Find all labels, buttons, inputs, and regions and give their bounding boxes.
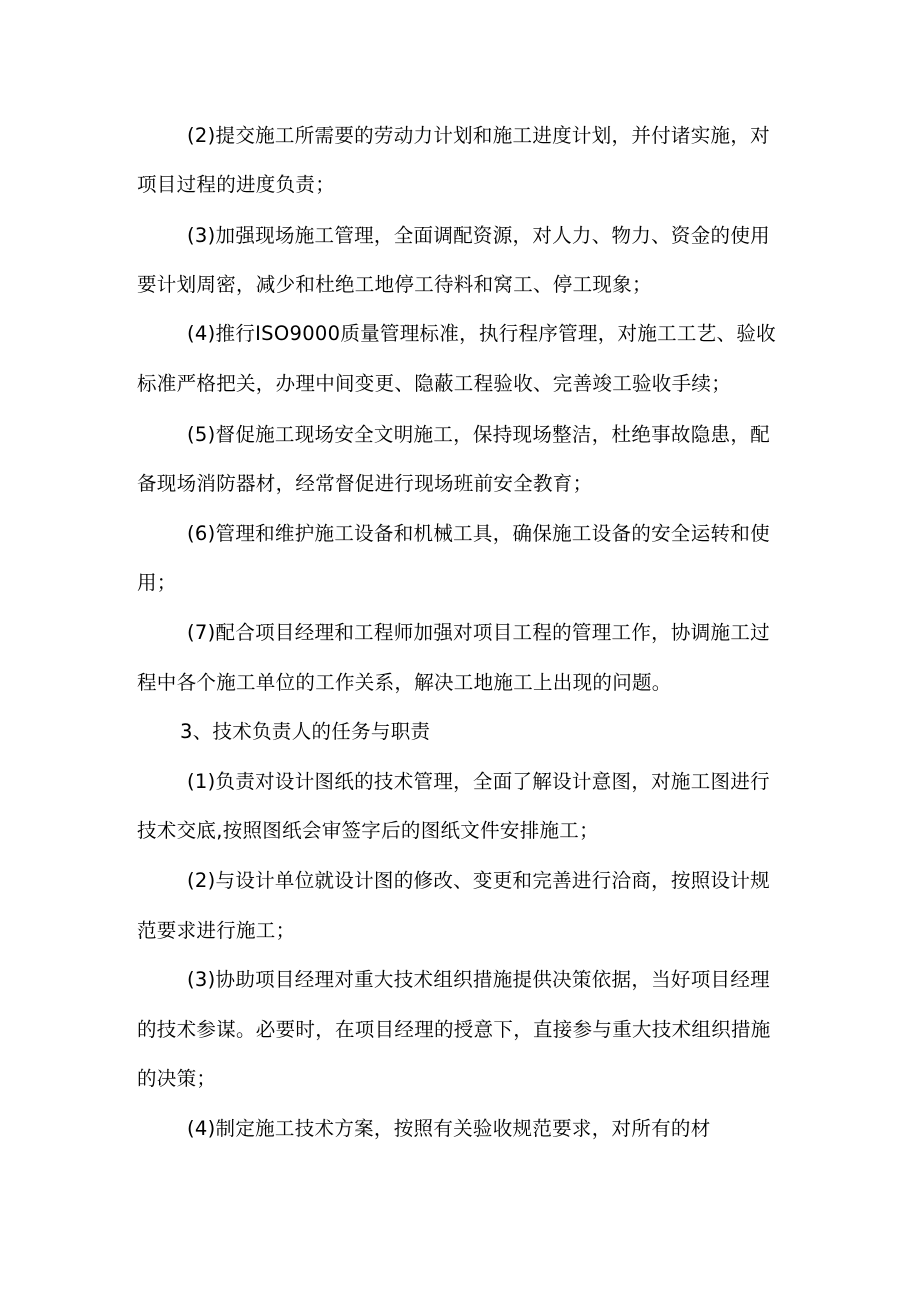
paragraph-6-line-1: (6)管理和维护施工设备和机械工具，确保施工设备的安全运转和使	[187, 522, 770, 545]
section-paragraph-1-line-1: (1)负责对设计图纸的技术管理，全面了解设计意图，对施工图进行	[187, 770, 770, 793]
section-paragraph-3-line-2: 的技术参谋。必要时，在项目经理的授意下，直接参与重大技术组织措施	[137, 1018, 771, 1041]
section-paragraph-3-line-1: (3)协助项目经理对重大技术组织措施提供决策依据，当好项目经理	[187, 968, 770, 991]
paragraph-2-line-1: (2)提交施工所需要的劳动力计划和施工进度计划，并付诸实施，对	[187, 124, 770, 147]
section-paragraph-1-line-2: 技术交底,按照图纸会审签字后的图纸文件安排施工；	[137, 819, 599, 842]
section-paragraph-2-line-1: (2)与设计单位就设计图的修改、变更和完善进行洽商，按照设计规	[187, 869, 770, 892]
paragraph-3-line-1: (3)加强现场施工管理，全面调配资源，对人力、物力、资金的使用	[187, 224, 770, 247]
section-paragraph-4-line-1: (4)制定施工技术方案，按照有关验收规范要求，对所有的材	[187, 1117, 711, 1140]
paragraph-5-line-1: (5)督促施工现场安全文明施工，保持现场整洁，杜绝事故隐患，配	[187, 423, 770, 446]
section-paragraph-2-line-2: 范要求进行施工；	[137, 919, 296, 942]
paragraph-4-line-2: 标准严格把关，办理中间变更、隐蔽工程验收、完善竣工验收手续；	[137, 372, 732, 395]
section-paragraph-3-line-3: 的决策；	[137, 1067, 217, 1090]
paragraph-5-line-2: 备现场消防器材，经常督促进行现场班前安全教育；	[137, 472, 593, 495]
paragraph-7-line-2: 程中各个施工单位的工作关系，解决工地施工上出现的问题。	[137, 671, 672, 694]
paragraph-2-line-2: 项目过程的进度负责；	[137, 173, 336, 196]
paragraph-7-line-1: (7)配合项目经理和工程师加强对项目工程的管理工作，协调施工过	[187, 621, 770, 644]
paragraph-6-line-2: 用；	[137, 571, 177, 594]
paragraph-3-line-2: 要计划周密，减少和杜绝工地停工待料和窝工、停工现象；	[137, 273, 652, 296]
section-heading: 3、技术负责人的任务与职责	[180, 720, 431, 743]
paragraph-4-line-1: (4)推行ISO9000质量管理标准，执行程序管理，对施工工艺、验收	[187, 322, 776, 345]
